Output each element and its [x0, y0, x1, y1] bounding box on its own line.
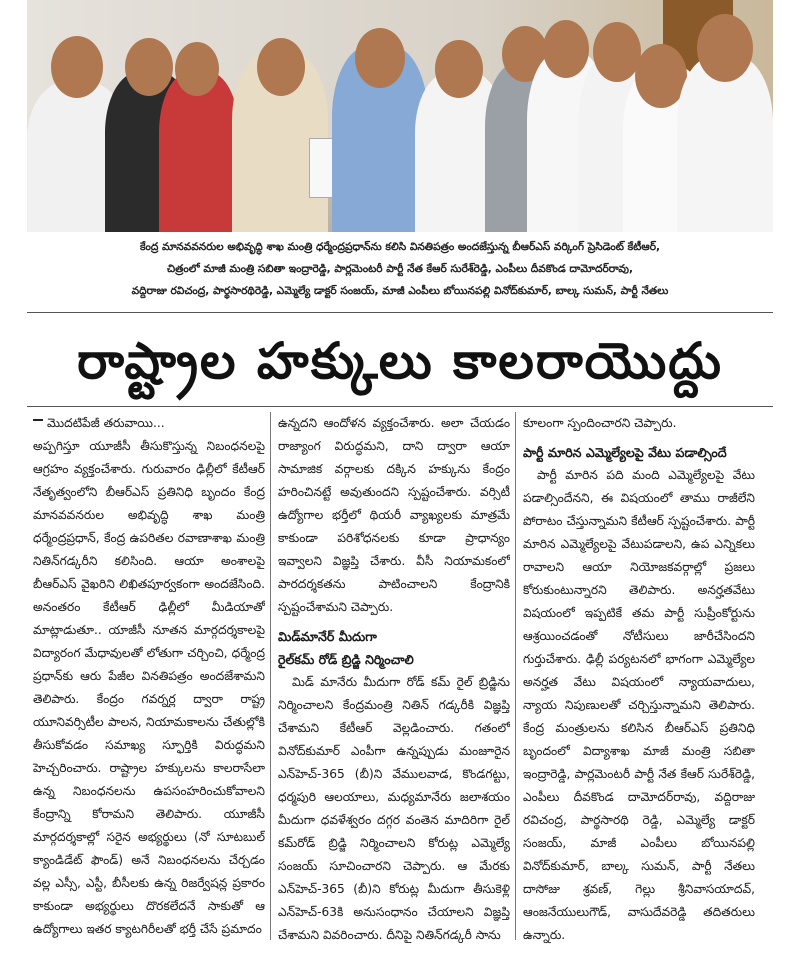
photo-person-head [355, 28, 405, 88]
caption-divider [27, 312, 773, 313]
caption-line: చిత్రంలో మాజీ మంత్రి సబితా ఇంద్రారెడ్డి, పార్లమెంటరీ పార్టీ నేత కేఆర్ సురేశ్‌రెడ్డి, ఎంపీలు దీవకొండ దామోదర్‌రావు, [167, 263, 633, 275]
column-2-subhead-1: మిడ్‌మానేర్ మీదుగా [278, 629, 377, 644]
column-2-body-2: మిడ్ మానేరు మీదుగా రోడ్ కమ్ రైల్ బ్రిడ్జిను నిర్మించాలని కేంద్రమంత్రి నితిన్ గడ్కరీకి విజ్ఞప్తి చేశామని కేటీఆర్ వెల్లడించారు. గతంలో వినోద్‌కుమార్ ఎంపీగా ఉన్నప్పుడు మంజూరైన ఎన్‌హెచ్-365 (బీ)ని వేములవాడ, కొండగట్టు, ధర్మపురి ఆలయాలు, మధ్యమానేరు జలాశయం మీదుగా ధవళేశ్వరం దగ్గర వంతెన మాదిరిగా రైల్ కమ్‌రోడ్ బ్రిడ్జి నిర్మించాలని కోరుట్ల ఎమ్మెల్యే సంజయ్ సూచించారని చెప్పారు. ఆ మేరకు ఎన్‌హెచ్-365 (బీ)ని కోరుట్ల మీదుగా తీసుకెళ్లి ఎన్‌హెచ్-63కి అనుసంధానం చేయాలని విజ్ఞప్తి చేశామని వివరించారు. దీనిపై నితిన్‌గడ్కరీ సాను [278, 675, 510, 942]
column-2-subhead-2: రైల్‌కమ్ రోడ్ బ్రిడ్జి నిర్మించాలి [278, 652, 414, 667]
photo-person-head [435, 40, 483, 98]
photo-person-head [593, 22, 641, 82]
column-divider [515, 412, 516, 940]
continuation-text: మొదటిపేజీ తరువాయి... [47, 416, 165, 430]
photo-caption [27, 236, 773, 302]
photo-person-head [125, 38, 173, 96]
photo-person-head [175, 42, 219, 96]
column-1-body: అప్పగిస్తూ యూజీసీ తీసుకొస్తున్న నిబంధనలపై ఆగ్రహం వ్యక్తంచేశారు. గురువారం ఢిల్లీలో కేటీఆర్ నేతృత్వంలోని బీఆర్‌ఎస్ ప్రతినిధి బృందం కేంద్ర మానవవనరుల అభివృద్ధి శాఖ మంత్రి ధర్మేంద్రప్రధాన్, కేంద్ర ఉపరితల రవాణాశాఖ మంత్రి నితిన్‌గడ్కరీని కలిసింది. ఆయా అంశాలపై బీఆర్‌ఎస్ వైఖరిని లిఖితపూర్వకంగా అందజేసింది. అనంతరం కేటీఆర్ ఢిల్లీలో మీడియాతో మాట్లాడుతూ.. యాజీసీ నూతన మార్గదర్శకాలపై విద్యారంగ మేధావులతో లోతుగా చర్చించి, ధర్మేంద్ర ప్రధాన్‌కు ఆరు పేజీల వినతిపత్రం అందజేశామని తెలిపారు. కేంద్రం గవర్నర్ల ద్వారా రాష్ట్ర యూనివర్సిటీల పాలన, నియామకాలను చేతుల్లోకి తీసుకోవడం సమాఖ్య స్ఫూర్తికి విరుద్ధమని హెచ్చరించారు. రాష్ట్రాల హక్కులను కాలరాసేలా ఉన్న నిబంధనలను ఉపసంహరించుకోవాలని కేంద్రాన్ని కోరామని తెలిపారు. యూజీసీ మార్గదర్శకాల్లో సరైన అభ్యర్థులు (నో సూటబుల్ క్యాండిడేట్ ఫౌండ్) అనే నిబంధనలను చేర్చడం వల్ల ఎస్సీ, ఎస్టీ, బీసీలకు ఉన్న రిజర్వేషన్ల ప్రకారం కాకుండా అభ్యర్థులు దొరకలేదనే సాకుతో ఆ ఉద్యోగాలు ఇతర క్యాటగిరీలతో భర్తీ చేసే ప్రమాదం [33, 439, 265, 936]
column-2-body-1: ఉన్నదని ఆందోళన వ్యక్తంచేశారు. అలా చేయడం రాజ్యాంగ విరుద్ధమని, దాని ద్వారా ఆయా సామాజిక వర్గాలకు దక్కిన హక్కును కేంద్రం హరించినట్టే అవుతుందని స్పష్టంచేశారు. వర్సిటీ ఉద్యోగాల భర్తీలో థియరీ వ్యాఖ్యలకు మాత్రమే కాకుండా పరిశోధనలకు కూడా ప్రాధాన్యం ఇవ్వాలని విజ్ఞప్తి చేశారు. వీసీ నియామకంలో పారదర్శకతను పాటించాలని కేంద్రానికి స్పష్టంచేశామని చెప్పారు. [278, 416, 510, 614]
photo-person-head [257, 38, 305, 96]
article-headline: రాష్ట్రాల హక్కులు కాలరాయొద్దు [77, 332, 723, 390]
photo-person [159, 72, 239, 232]
column-3-body-2: పార్టీ మారిన పది మంది ఎమ్మెల్యేలపై వేటు పడాల్సిందేనని, ఈ విషయంలో తాము రాజీలేని పోరాటం చేస్తున్నామని కేటీఆర్ స్పష్టంచేశారు. పార్టీ మారిన ఎమ్మెల్యేలపై వేటుపడాలని, ఉప ఎన్నికలు రావాలని ఆయా నియోజకవర్గాల్లో ప్రజలు కోరుకుంటున్నారని తెలిపారు. అనర్హతవేటు విషయంలో ఇప్పటికే తమ పార్టీ సుప్రీంకోర్టును ఆశ్రయించడంతో నోటీసులు జారీచేసిందని గుర్తుచేశారు. ఢిల్లీ పర్యటనలో భాగంగా ఎమ్మెల్యేల అనర్హత వేటు విషయంలో న్యాయవాదులు, న్యాయ నిపుణులతో చర్చిస్తున్నామని తెలిపారు. కేంద్ర మంత్రులను కలిసిన బీఆర్‌ఎస్ ప్రతినిధి బృందంలో విద్యాశాఖ మాజీ మంత్రి సబితా ఇంద్రారెడ్డి, పార్లమెంటరీ పార్టీ నేత కేఆర్ సురేశ్‌రెడ్డి, ఎంపీలు దీవకొండ దామోదర్‌రావు, వద్దిరాజు రవిచంద్ర, పార్థసారథి రెడ్డి, ఎమ్మెల్యే డాక్టర్ సంజయ్, మాజీ ఎంపీలు బోయినపల్లి వినోద్‌కుమార్, బాల్క సుమన్, పార్టీ నేతలు దాసోజు శ్రవణ్, గెల్లు శ్రీనివాసయాదవ్, ఆంజనేయులుగౌడ్, వాసుదేవరెడ్డి తదితరులు ఉన్నారు. [523, 468, 755, 942]
news-photo [27, 0, 773, 232]
photo-person-head [543, 20, 589, 78]
caption-line: కేంద్ర మానవవనరుల అభివృద్ధి శాఖ మంత్రి ధర్మేంద్రప్రధాన్‌ను కలిసి వినతిపత్రం అందజేస్తున్న బీఆర్‌ఎస్ వర్కింగ్ ప్రెసిడెంట్ కేటీఆర్, [139, 241, 661, 253]
article-column-2 [278, 412, 510, 948]
headline-divider [27, 406, 773, 407]
column-divider [270, 412, 271, 940]
photo-person-head [51, 36, 103, 98]
article-column-3 [523, 412, 755, 948]
article-column-1 [33, 412, 265, 948]
column-3-subhead: పార్టీ మారిన ఎమ్మెల్యేలపై వేటు పడాల్సిందే [523, 445, 727, 460]
photo-person-head [697, 14, 753, 82]
column-3-body-1: కూలంగా స్పందించారని చెప్పారు. [523, 416, 677, 430]
continuation-marker [33, 419, 43, 429]
photo-person [677, 56, 773, 232]
caption-line: వద్దిరాజు రవిచంద్ర, పార్థసారథిరెడ్డి, ఎమ్మెల్యే డాక్టర్ సంజయ్, మాజీ ఎంపీలు బోయినపల్లి వినోద్‌కుమార్, బాల్క సుమన్, పార్టీ నేతలు [131, 285, 669, 297]
